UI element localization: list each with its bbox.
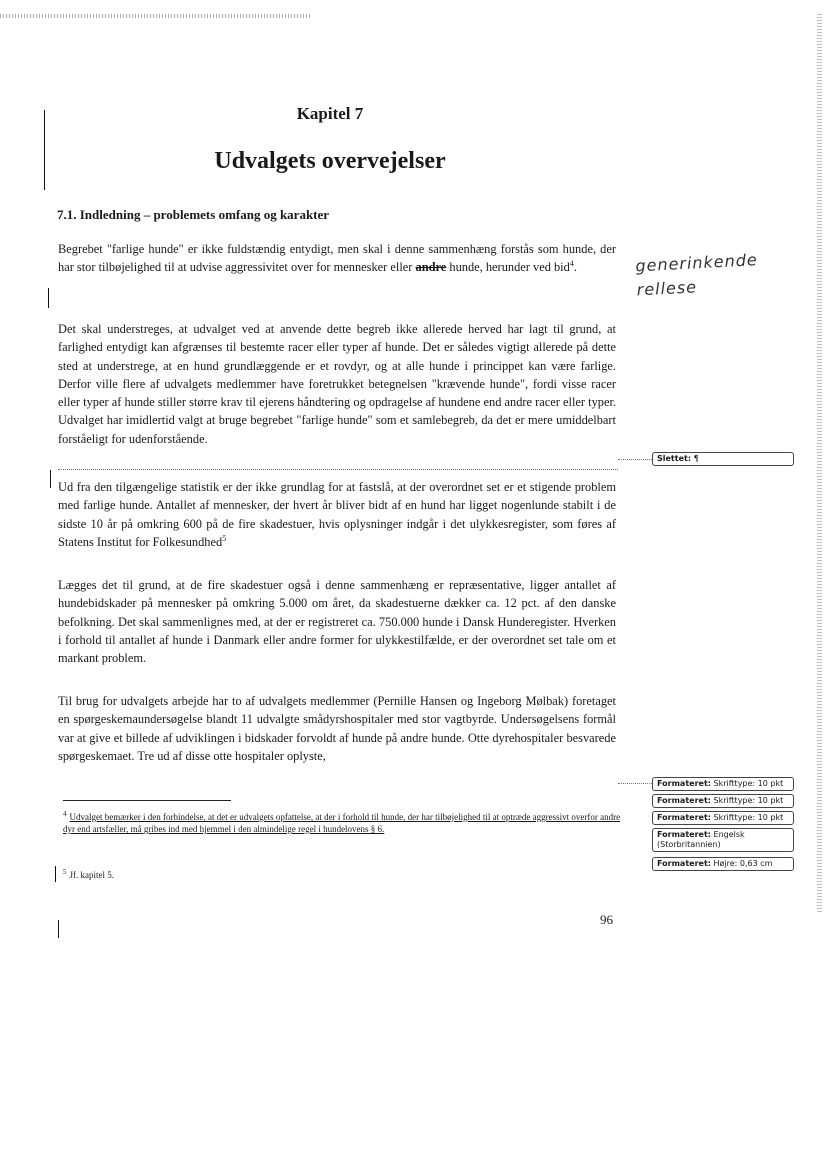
footnote-4-text: Udvalget bemærker i den forbindelse, at det er udvalgets opfattelse, at der i forhold til hunde, der har tilbøjelighed til at optræde aggressivt overfor andre dyr end artsfæller, må gribes ind med hjemmel i den almindelige regel i hundelovens § 6. — [63, 812, 621, 834]
comment-value: Skrifttype: 10 pkt — [713, 779, 784, 788]
footnote-separator — [63, 800, 231, 801]
footnote-5-text: Jf. kapitel 5. — [69, 870, 114, 880]
paragraph-3 — [58, 478, 616, 551]
deleted-word: andre — [415, 260, 447, 275]
comment-label: Formateret: — [657, 830, 711, 839]
page-number: 96 — [600, 912, 613, 927]
change-bar — [44, 110, 45, 190]
footnote-ref-5[interactable]: 5 — [222, 533, 227, 543]
comment-value: Engelsk — [713, 830, 745, 839]
handwritten-note: generinkende rellese — [634, 250, 759, 300]
comment-label: Formateret: — [657, 779, 711, 788]
comment-value-extra: (Storbritannien) — [657, 840, 721, 849]
comment-balloon-deleted[interactable] — [652, 452, 794, 466]
footnote-5 — [63, 866, 623, 881]
paragraph-1-text: Begrebet "farlige hunde" er ikke fuldstændig entydigt, men skal i denne sammenhæng forstås som hunde, der har stor tilbøjelighed til at udvise aggressivitet over for mennesker eller — [58, 242, 616, 275]
comment-value: Højre: 0,63 cm — [713, 859, 773, 868]
comment-value: Skrifttype: 10 pkt — [713, 813, 784, 822]
comment-balloon-indent[interactable] — [652, 857, 794, 871]
comment-label: Formateret: — [657, 859, 711, 868]
comment-value: Skrifttype: 10 pkt — [713, 796, 784, 805]
paragraph-1 — [58, 240, 616, 277]
paragraph-1-end: . — [573, 260, 577, 275]
scan-artifact-top — [0, 14, 312, 18]
footnote-4 — [63, 808, 623, 835]
comment-value: ¶ — [693, 454, 699, 463]
comment-connector — [618, 459, 652, 461]
change-bar — [48, 288, 49, 308]
paragraph-5: Til brug for udvalgets arbejde har to af udvalgets medlemmer (Pernille Hansen og Ingeborg Mølbak) foretaget en spørgeskemaundersøgelse blandt 11 udvalgte smådyrshospitaler med stor vagtbyrde. Undersøgelsens formål var at give et billede af udviklingen i bidskader forvoldt af hunde på andre hunde. Otte dyrehospitaler besvarede spørgeskemaet. Tre ud af disse otte hospitaler oplyste, — [58, 694, 616, 763]
comment-balloon-format[interactable] — [652, 794, 794, 808]
deleted-paragraph-mark — [58, 469, 618, 472]
paragraph-3-text: Ud fra den tilgængelige statistik er der ikke grundlag for at fastslå, at der overordnet set er et stigende problem med farlige hunde. Antallet af mennesker, der hvert år bliver bidt af en hund har ligget nogenlunde stabilt i de sidste 10 år på omkring 600 på de fire skadestuer, hvis oplysninger indgår i det ulykkesregister, som føres af Statens Institut for Folkesundhed — [58, 480, 616, 549]
paragraph-2: Det skal understreges, at udvalget ved at anvende dette begreb ikke allerede herved har lagt til grund, at farlighed entydigt kan afgrænses til bestemte racer eller typer af hunde. Det er således vigtigt allerede på dette sted at understrege, at en hund grundlæggende er et rovdyr, og at alle hunde i princippet kan være farlige. Derfor ville flere af udvalgets medlemmer have foretrukket betegnelsen "krævende hunde", fordi visse racer eller typer af hunde stiller større krav til ejerens håndtering og opdragelse af hundene end andre racer eller typer. Udvalget har imidlertid valgt at bruge begrebet "farlige hunde" som et samlebegreb, da det er mere umiddelbart forståeligt for udenforstående. — [58, 322, 616, 446]
comment-label: Slettet: — [657, 454, 692, 463]
comment-balloon-format[interactable] — [652, 777, 794, 791]
change-bar — [50, 470, 51, 488]
scan-artifact-right — [817, 14, 822, 914]
paragraph-4: Lægges det til grund, at de fire skadestuer også i denne sammenhæng er repræsentative, ligger antallet af hundebidskader på mennesker på omkring 5.000 om året, da skadestuerne dækker ca. 12 pct. af den danske befolkning. Det skal sammenlignes med, at der er registreret ca. 750.000 hunde i Dansk Hunderegister. Hverken i forhold til antallet af hunde i Danmark eller andre former for ulykkestilfælde, er der overordnet set tale om et markant problem. — [58, 578, 616, 666]
chapter-title: Udvalgets overvejelser — [214, 148, 446, 174]
comment-label: Formateret: — [657, 813, 711, 822]
comment-connector — [618, 783, 652, 785]
comment-balloon-format[interactable] — [652, 811, 794, 825]
comment-label: Formateret: — [657, 796, 711, 805]
chapter-label: Kapitel 7 — [296, 104, 364, 123]
footnote-4-number: 4 — [63, 810, 67, 818]
section-heading: 7.1. Indledning – problemets omfang og karakter — [57, 207, 330, 222]
footnote-ref-4[interactable]: 4 — [569, 259, 574, 269]
footnote-5-number: 5 — [63, 868, 67, 876]
change-bar — [58, 920, 59, 938]
change-bar — [55, 866, 56, 882]
comment-balloon-language[interactable] — [652, 828, 794, 852]
paragraph-1-text-cont: hunde, herunder ved bid — [449, 260, 570, 275]
